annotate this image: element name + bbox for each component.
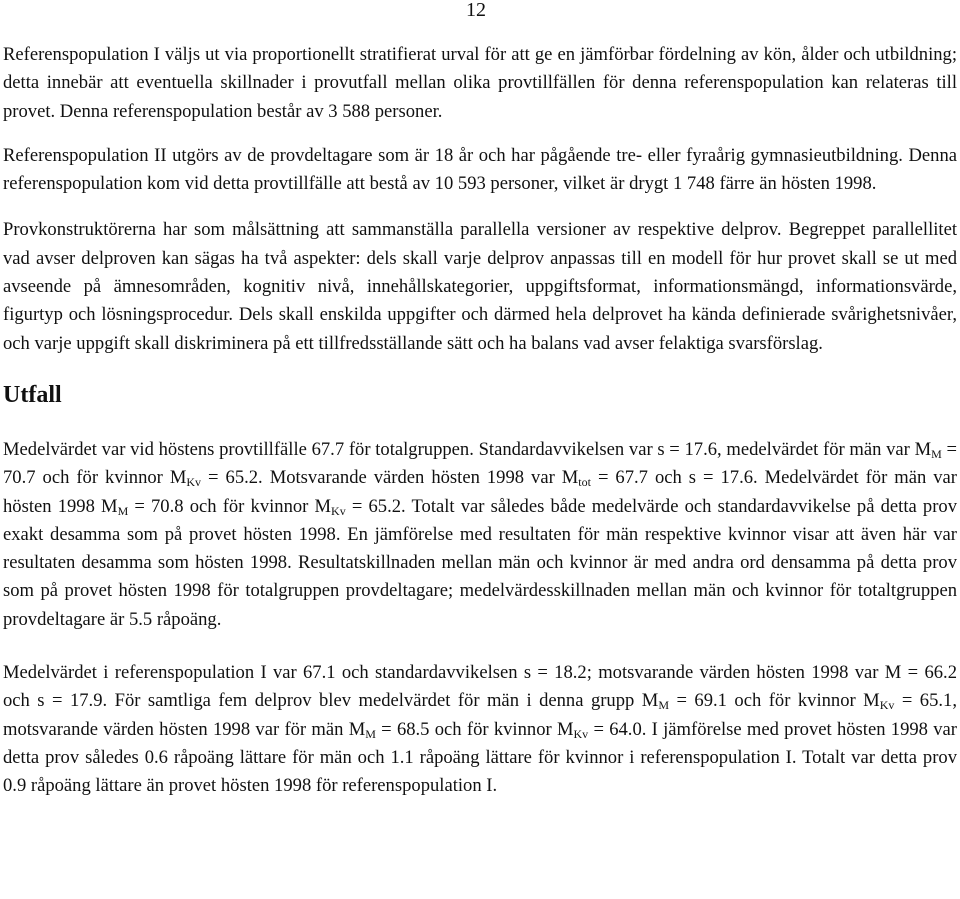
document-body [3, 41, 957, 801]
text-run: = 69.1 och för kvinnor M [669, 690, 880, 712]
subscript: Kv [879, 698, 895, 713]
text-run: Medelvärdet var vid höstens provtillfälle 67.7 för totalgruppen. Standardavvikelsen var s = 17.6, medelvärdet för män var M [3, 438, 932, 460]
section-heading: Utfall [3, 381, 62, 408]
text-run: = 64.0. I jämförelse med provet hösten 1998 var detta prov således 0.6 råpoäng lättare för män och 1.1 råpoäng lättare för kvinnor i referenspopulation I. Totalt var detta prov 0.9 råpoäng lättare än provet hösten 1998 för referenspopulation I. [3, 718, 957, 797]
text-run: = 67.7 och s = 17.6. Medelvärdet för män var hösten 1998 M [3, 467, 957, 517]
paragraph-referenspopulation-1: Referenspopulation I väljs ut via proportionellt stratifierat urval för att ge en jämförbar fördelning av kön, ålder och utbildning; detta innebär att eventuella skillnader i provutfall mellan olika provtillfällen för denna referenspopulation kan relateras till provet. Denna referenspopulation består av 3 588 personer. [3, 44, 957, 122]
subscript: Kv [331, 503, 346, 518]
text-run: = 68.5 och för kvinnor M [375, 718, 574, 740]
paragraph-referenspopulation-2: Referenspopulation II utgörs av de provdeltagare som är 18 år och har pågående tre- eller fyraårig gymnasieutbildning. Denna referenspopulation kom vid detta provtillfälle att bestå av 10 593 personer, vilket är drygt 1 748 färre än hösten 1998. [3, 144, 957, 195]
text-run: = 70.7 och för kvinnor M [3, 438, 957, 489]
subscript: M [365, 726, 376, 741]
text-run: Medelvärdet i referenspopulation I var 67.1 och standardavvikelsen s = 18.2; motsvarande värden hösten 1998 var M = 66.2 och s = 17.9. För samtliga fem delprov blev medelvärdet för män i denna grupp M [3, 662, 957, 712]
paragraph-provkonstruktion: Provkonstruktörerna har som målsättning att sammanställa parallella versioner av respektive delprov. Begreppet parallellitet vad avser delproven kan sägas ha två aspekter: dels skall varje delprov anpassas till en modell för hur provet skall se ut med avseende på ämnesområden, kognitiv nivå, innehållskategorier, uppgiftsformat, informationsmängd, informationsvärde, figurtyp och lösningsprocedur. Dels skall enskilda uppgifter och därmed hela delprovet ha kända definierade svårighetsnivåer, och varje uppgift skall diskriminera på ett tillfredsställande sätt och ha balans vad avser felaktiga svarsförslag. [3, 219, 957, 354]
paragraph-utfall-total [3, 436, 957, 634]
paragraph-utfall-referenspopulation [3, 659, 957, 800]
subscript: M [117, 503, 129, 518]
text-run: = 65.2. Totalt var således både medelvärde och standardavvikelse på detta prov exakt desamma som på provet hösten 1998. En jämförelse med resultaten för män respektive kvinnor visar att även här var resultaten desamma som hösten 1998. Resultatskillnaden mellan män och kvinnor är med andra ord densamma på detta prov som på provet hösten 1998 för totalgruppen provdeltagare; medelvärdesskillnaden mellan män och kvinnor för totaltgruppen provdeltagare är 5.5 råpoäng. [3, 495, 957, 630]
page-number: 12 [466, 0, 486, 21]
text-run: = 65.1, motsvarande värden hösten 1998 var för män M [3, 690, 957, 740]
subscript: M [931, 446, 942, 461]
text-run: = 70.8 och för kvinnor M [128, 495, 332, 517]
subscript: Kv [573, 726, 589, 741]
subscript: tot [578, 475, 591, 490]
text-run: = 65.2. Motsvarande värden hösten 1998 var M [201, 467, 579, 489]
subscript: M [658, 698, 669, 713]
subscript: Kv [186, 475, 202, 490]
